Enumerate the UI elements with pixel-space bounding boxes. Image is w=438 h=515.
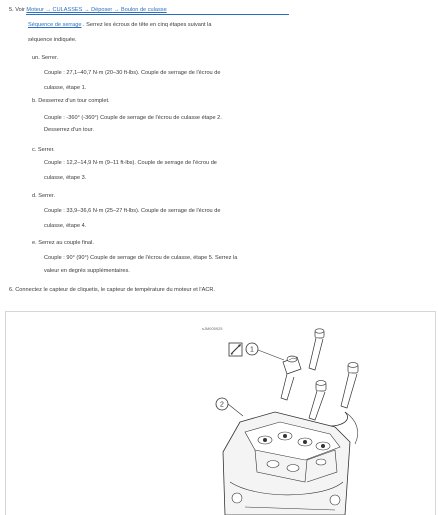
link-deposer[interactable]: Déposer	[91, 7, 113, 13]
substep-a-label: un. Serrer.	[32, 55, 59, 61]
substep-e-torque-cont: valeur en degrés supplémentaires.	[44, 268, 130, 274]
torque-icon	[229, 343, 242, 356]
step-5-prefix: 5. Voir	[9, 7, 27, 13]
intro-text-cont: séquence indiquée.	[28, 37, 77, 43]
substep-d-label: d. Serrer.	[32, 193, 56, 199]
substep-c-torque: Couple : 12,2–14,9 N·m (9–11 ft-lbs). Couple de serrage de l'écrou de	[44, 160, 217, 166]
head-bolt-4	[341, 363, 358, 408]
cylinder-head-illustration	[185, 322, 395, 515]
step-6-line: 6. Connectez le capteur de cliquetis, le capteur de température du moteur et l'ACR.	[9, 287, 215, 293]
substep-c-torque-cont: culasse, étape 3.	[44, 175, 87, 181]
cylinder-head	[223, 412, 350, 515]
head-bolt-2	[309, 329, 324, 370]
head-bolt-3	[309, 381, 326, 420]
callout-2	[216, 398, 243, 416]
link-boulon-de-culasse[interactable]: Boulon de culasse	[120, 7, 167, 13]
intro-text: . Serrez les écrous de tête en cinq étapes suivant la	[81, 22, 212, 28]
substep-d-torque: Couple : 33,9–36,6 N·m (25–27 ft-lbs). Couple de serrage de l'écrou de	[44, 208, 221, 214]
substep-b-label: b. Desserrez d'un tour complet.	[32, 98, 110, 104]
substep-c-label: c. Serrer.	[32, 147, 55, 153]
breadcrumb-separator: →	[43, 7, 53, 13]
link-culasses[interactable]: CULASSES	[52, 7, 83, 13]
link-underline-rule	[26, 14, 289, 15]
step-5-line	[9, 7, 167, 14]
substep-a-torque: Couple : 27,1–40,7 N·m (20–30 ft-lbs). Couple de serrage de l'écrou de	[44, 70, 221, 76]
callout-1	[246, 343, 284, 360]
intro-line-1	[28, 22, 211, 29]
callout-1-label: 1	[250, 346, 254, 354]
figure-id-label: sJM005925	[202, 327, 223, 331]
substep-b-torque-cont: Desserrez d'un tour.	[44, 127, 94, 133]
breadcrumb-separator: →	[112, 7, 121, 13]
head-bolt-1	[281, 356, 301, 400]
substep-b-torque: Couple : -360° (-360°) Couple de serrage de l'écrou de culasse étape 2.	[44, 115, 222, 121]
link-sequence-de-serrage[interactable]: Séquence de serrage	[28, 22, 82, 28]
substep-e-label: e. Serrez au couple final.	[32, 240, 94, 246]
link-moteur[interactable]: Moteur	[26, 7, 44, 13]
substep-d-torque-cont: culasse, étape 4.	[44, 223, 87, 229]
intro-line-2	[28, 37, 77, 44]
callout-2-label: 2	[220, 401, 224, 409]
breadcrumb-separator: →	[82, 7, 92, 13]
substep-a-torque-cont: culasse, étape 1.	[44, 85, 87, 91]
substep-e-torque: Couple : 90° (90°) Couple de serrage de l'écrou de culasse, étape 5. Serrez la	[44, 255, 238, 261]
